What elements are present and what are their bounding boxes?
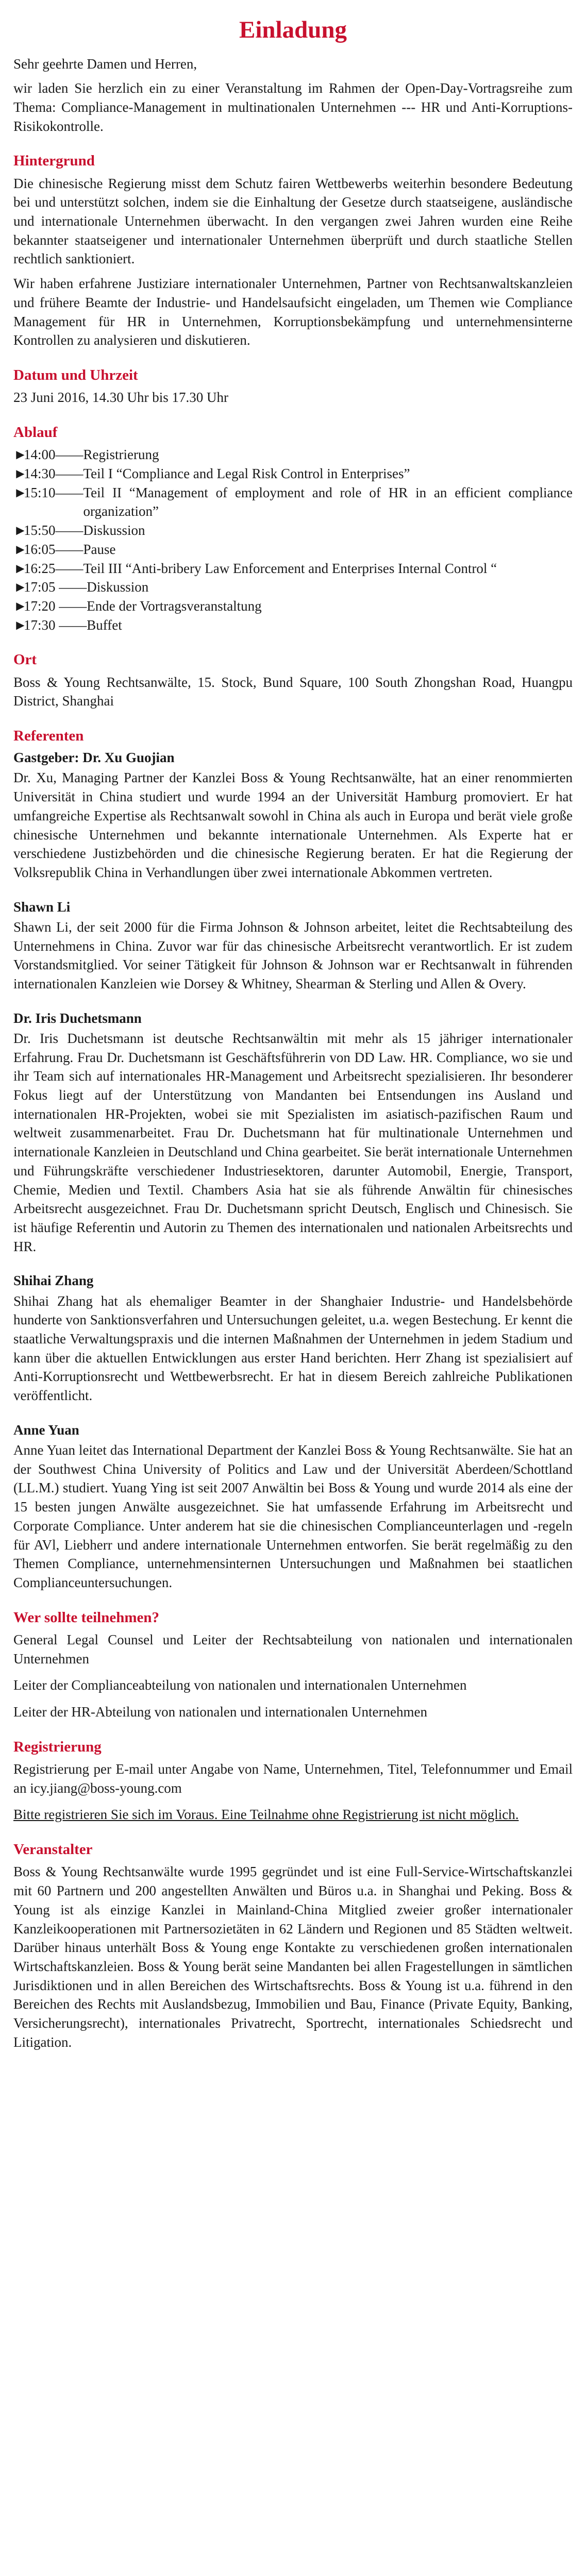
section-heading-registrierung: Registrierung <box>13 1738 102 1755</box>
agenda-desc: Diskussion <box>83 523 145 538</box>
agenda-item <box>13 559 573 578</box>
hintergrund-paragraph: Die chinesische Regierung misst dem Schutz fairen Wettbewerbs weiterhin besondere Bedeutung bei und unterstützt solchen, indem sie die Einhaltung der Gesetze durch staatseigene, ausländische und internationale Unternehmen überwacht. In den vergangen zwei Jahren wurden eine Reihe bekannter staatseigener und internationaler Unternehmen überprüft und durch staatliche Stellen rechtlich sanktioniert. <box>13 175 573 267</box>
agenda-time: 15:50—— <box>24 523 83 538</box>
speaker-bio: Dr. Iris Duchetsmann ist deutsche Rechtsanwältin mit mehr als 15 jähriger internationaler Erfahrung. Frau Dr. Duchetsmann ist Geschäftsführerin von DD Law. HR. Compliance, wo sie und ihr Team sich auf internationales HR-Management und Arbeitsrecht spezialisieren. Ihr besonderer Fokus liegt auf der Unterstützung von Mandanten bei Entsendungen ins Ausland und internationalen HR-Projekten, wobei sie mit Spezialisten im asiatisch-pazifischen Raum und weltweit zusammenarbeitet. Frau Dr. Duchetsmann hat für multinationale Unternehmen und internationale Kanzleien in Deutschland und China gearbeitet. Sie berät internationale Unternehmen und Führungskräfte verschiedener Industriesektoren, darunter Automobil, Energie, Transport, Chemie, Medien und Textil. Chambers Asia hat sie als führende Anwältin für chinesisches Arbeitsrecht ausgezeichnet. Frau Dr. Duchetsmann spricht Deutsch, Englisch und Chinesisch. Sie ist häufige Referentin und Autorin zu Themen des internationalen und nationalen Arbeitsrechts und HR. <box>13 1030 573 1254</box>
arrow-icon: ► <box>13 523 27 538</box>
agenda-desc: Registrierung <box>83 447 159 463</box>
audience-item: General Legal Counsel und Leiter der Rechtsabteilung von nationalen und internationalen Unternehmen <box>13 1631 573 1666</box>
arrow-icon: ► <box>13 617 27 633</box>
speaker-name: Shihai Zhang <box>13 1273 94 1289</box>
agenda-desc: Teil I “Compliance and Legal Risk Control in Enterprises” <box>83 465 410 481</box>
speaker-name: Gastgeber: Dr. Xu Guojian <box>13 750 175 766</box>
agenda-item <box>13 578 573 597</box>
intro-paragraph: wir laden Sie herzlich ein zu einer Veranstaltung im Rahmen der Open-Day-Vortragsreihe zum Thema: Compliance-Management in multinationalen Unternehmen --- HR und Anti-Korruptions-Risikokontrolle. <box>13 80 573 134</box>
agenda-item <box>13 597 573 616</box>
audience-item: Leiter der HR-Abteilung von nationalen und internationalen Unternehmen <box>13 1704 427 1720</box>
speaker-bio: Shawn Li, der seit 2000 für die Firma Johnson & Johnson arbeitet, leitet die Rechtsabteilung des Unternehmens in China. Zuvor war für das chinesische Arbeitsrecht verantwortlich. Er ist zudem Vorstandsmitglied. Vor seiner Tätigkeit für Johnson & Johnson war er Rechtsanwalt in führenden internationalen Kanzleien wie Dorsey & Whitney, Shearman & Sterling und Allen & Overy. <box>13 919 573 991</box>
section-heading-referenten: Referenten <box>13 728 84 745</box>
arrow-icon: ► <box>13 541 27 557</box>
agenda-time: 16:25—— <box>24 560 83 576</box>
agenda-desc: Buffet <box>87 617 122 633</box>
speaker-name: Anne Yuan <box>13 1422 79 1438</box>
section-heading-hintergrund: Hintergrund <box>13 153 95 170</box>
agenda-desc: Pause <box>83 541 116 557</box>
arrow-icon: ► <box>13 447 27 463</box>
page-title: Einladung <box>239 16 347 43</box>
speaker-bio: Dr. Xu, Managing Partner der Kanzlei Boss & Young Rechtsanwälte, hat an einer renommierten Universität in China studiert und wurde 1994 an der Universität Hamburg promoviert. Er hat umfangreiche Expertise als Rechtsanwalt sowohl in China als auch in Europa und berät viele große chinesische Unternehmen und bekannte internationale Unternehmen. Als Experte hat er verschiedene Justizbehörden und die chinesische Regierung beraten. Er hat die Regierung der Volksrepublik China in Verhandlungen über zwei internationale Abkommen vertreten. <box>13 770 573 881</box>
agenda-time: 14:30—— <box>24 465 83 481</box>
arrow-icon: ► <box>13 598 27 614</box>
agenda-time: 17:05 —— <box>24 579 87 595</box>
agenda-item <box>13 521 573 540</box>
ort-text: Boss & Young Rechtsanwälte, 15. Stock, Bund Square, 100 South Zhongshan Road, Huangpu District, Shanghai <box>13 674 573 709</box>
agenda-time: 14:00—— <box>24 447 83 463</box>
agenda-time: 17:20 —— <box>24 598 87 614</box>
speaker-name: Shawn Li <box>13 899 71 915</box>
agenda-time: 15:10—— <box>24 484 83 500</box>
speaker-bio: Shihai Zhang hat als ehemaliger Beamter in der Shanghaier Industrie- und Handelsbehörde hunderte von Sanktionsverfahren und Untersuchungen geleitet, u.a. wegen Bestechung. Er kennt die staatliche Verwaltungspraxis und die internen Maßnahmen der Unternehmen in jedem Stadium und kann über die aktuellen Entwicklungen aus erster Hand berichten. Herr Zhang ist spezialisiert auf Anti-Korruptionsrecht und Wettbewerbsrecht. Er hat in diesem Bereich zahlreiche Publikationen veröffentlicht. <box>13 1293 573 1404</box>
section-heading-ablauf: Ablauf <box>13 424 58 441</box>
section-heading-datum: Datum und Uhrzeit <box>13 366 138 383</box>
agenda-desc: Teil II “Management of employment and role of HR in an efficient compliance organization” <box>83 484 573 519</box>
arrow-icon: ► <box>13 560 27 576</box>
agenda-time: 16:05—— <box>24 541 83 557</box>
agenda-item <box>13 616 573 635</box>
registration-text: Registrierung per E-mail unter Angabe von Name, Unternehmen, Titel, Telefonnummer und Email an icy.jiang@boss-young.com <box>13 1761 573 1796</box>
agenda-desc: Teil III “Anti-bribery Law Enforcement and Enterprises Internal Control “ <box>83 560 497 576</box>
datum-text: 23 Juni 2016, 14.30 Uhr bis 17.30 Uhr <box>13 390 228 406</box>
salutation: Sehr geehrte Damen und Herren, <box>13 56 197 72</box>
section-heading-ort: Ort <box>13 651 37 668</box>
agenda-list <box>13 445 573 634</box>
hintergrund-paragraph: Wir haben erfahrene Justiziare internationaler Unternehmen, Partner von Rechtsanwaltskanzleien und frühere Beamte der Industrie- und Handelsaufsicht eingeladen, um Themen wie Compliance Management für HR in Unternehmen, Korruptionsbekämpfung und unternehmensinterne Kontrollen zu analysieren und diskutieren. <box>13 276 573 348</box>
section-heading-veranstalter: Veranstalter <box>13 1841 93 1858</box>
arrow-icon: ► <box>13 465 27 481</box>
speaker-name: Dr. Iris Duchetsmann <box>13 1010 142 1026</box>
agenda-time: 17:30 —— <box>24 617 87 633</box>
agenda-item <box>13 483 573 521</box>
agenda-desc: Diskussion <box>87 579 149 595</box>
agenda-item <box>13 540 573 559</box>
speaker-bio: Anne Yuan leitet das International Department der Kanzlei Boss & Young Rechtsanwälte. Sie hat an der Southwest China University of Politics and Law und der Universität Aberdeen/Schottland (LL.M.) studiert. Yuang Ying ist seit 2007 Anwältin bei Boss & Young und wurde 2014 als eine der 15 besten jungen Anwälte ausgezeichnet. Sie hat umfassende Erfahrung im Arbeitsrecht und Corporate Compliance. Unter anderem hat sie die chinesischen Complianceunterlagen und -regeln für AVl, Liebherr und andere internationale Unternehmen entworfen. Sie berät regelmäßig zu den Themen Compliance, unternehmensinternen Untersuchungen und Maßnahmen bei staatlichen Complianceuntersuchungen. <box>13 1442 573 1590</box>
section-heading-teilnehmer: Wer sollte teilnehmen? <box>13 1609 159 1626</box>
agenda-item <box>13 464 573 483</box>
arrow-icon: ► <box>13 579 27 595</box>
registration-note: Bitte registrieren Sie sich im Voraus. Eine Teilnahme ohne Registrierung ist nicht möglich. <box>13 1807 519 1823</box>
agenda-item <box>13 445 573 464</box>
organizer-text: Boss & Young Rechtsanwälte wurde 1995 gegründet und ist eine Full-Service-Wirtschaftskanzlei mit 60 Partnern und 200 angestellten Anwälten und Büros u.a. in Shanghai und Peking. Boss & Young ist als einzige Kanzlei in Mainland-China Mitglied zweier großer internationaler Kanzleikooperationen mit Partnersozietäten in 62 Ländern und Regionen und 85 Städten weltweit. Darüber hinaus unterhält Boss & Young enge Kontakte zu verschiedenen großen internationalen Wirtschaftskanzleien. Boss & Young berät seine Mandanten bei allen Fragestellungen in sämtlichen Jurisdiktionen und in allen Bereichen des Wirtschaftsrechts. Boss & Young ist u.a. führend in den Bereichen des Rechts mit Auslandsbezug, Immobilien und Bau, Finance (Private Equity, Banking, Versicherungsrecht), internationales Privatrecht, Sportrecht, internationales Schiedsrecht und Litigation. <box>13 1864 573 2050</box>
agenda-desc: Ende der Vortragsveranstaltung <box>87 598 262 614</box>
audience-item: Leiter der Complianceabteilung von nationalen und internationalen Unternehmen <box>13 1677 467 1693</box>
arrow-icon: ► <box>13 484 27 500</box>
